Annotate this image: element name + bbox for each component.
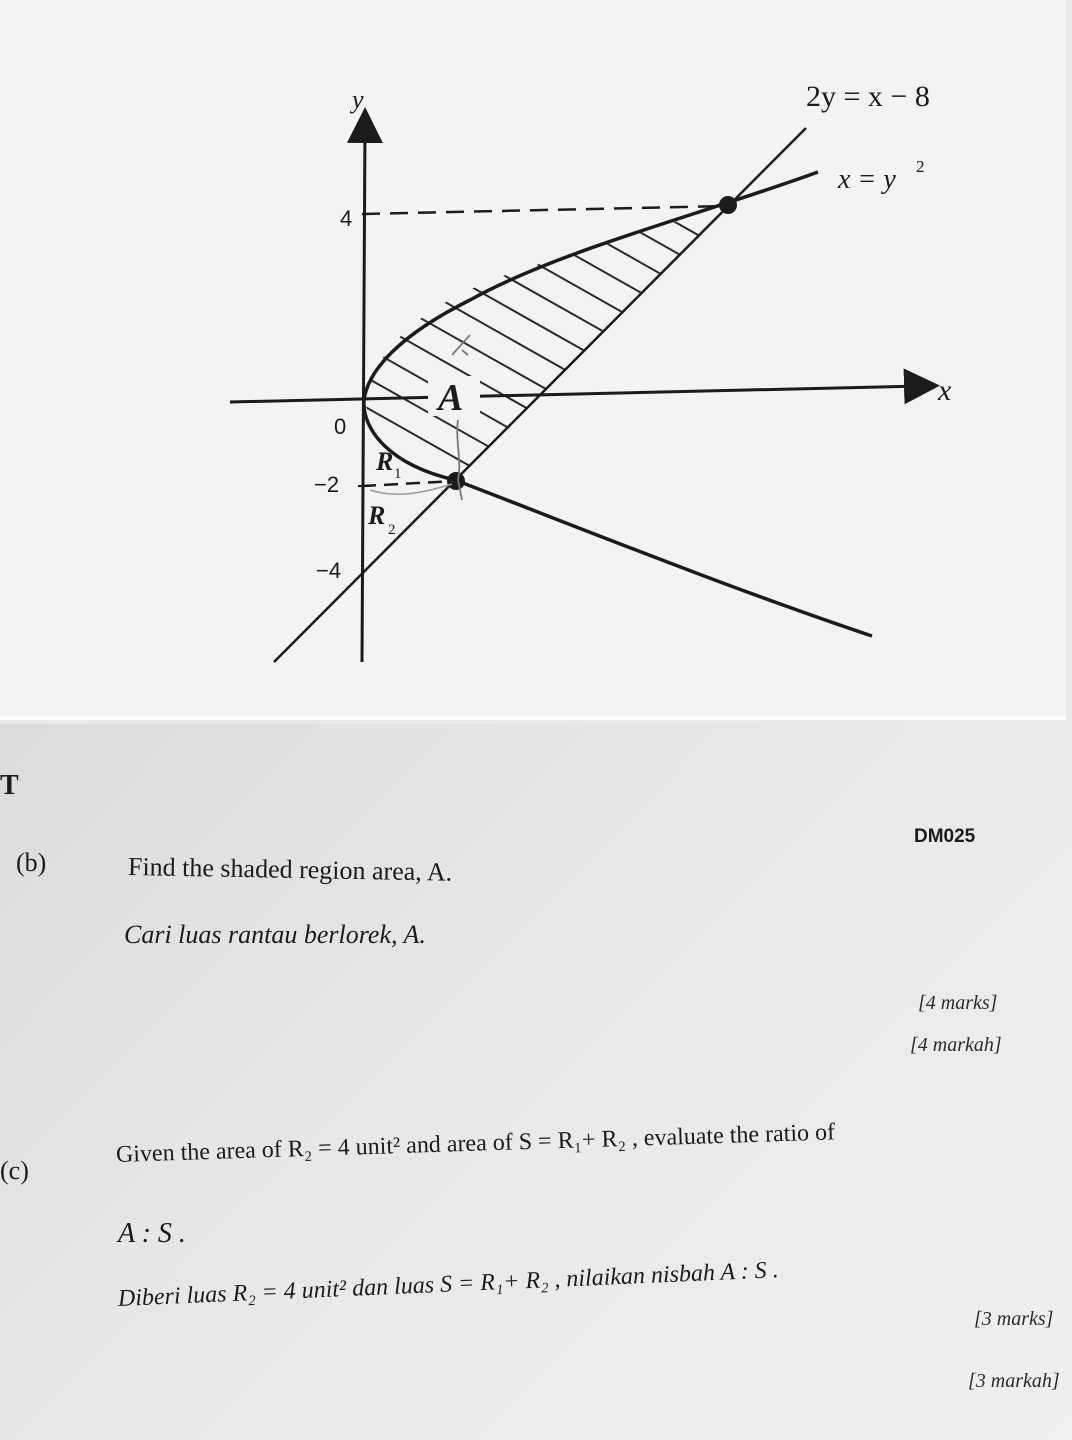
dashed-line-ym2 xyxy=(362,481,455,486)
tick-label-4: 4 xyxy=(340,206,353,231)
region-r1-label: R xyxy=(376,447,394,476)
y-axis-label: y xyxy=(352,85,364,114)
part-c-question-ms: Diberi luas R₂ = 4 unit² dan luas S = R₁+ R₂ , nilaikan nisbah A : S . xyxy=(117,1257,780,1312)
part-c-question-en: Given the area of R₂ = 4 unit² and area of S = R₁+ R₂ , evaluate the ratio of xyxy=(115,1119,836,1168)
part-c-marks-ms: [3 markah] xyxy=(968,1370,1060,1392)
line-equation-label: 2y = x − 8 xyxy=(806,80,930,113)
region-r2-subscript: 2 xyxy=(388,522,396,538)
part-b-marks-en: [4 marks] xyxy=(918,992,998,1014)
part-c-marks-en: [3 marks] xyxy=(974,1308,1054,1330)
part-b-label: (b) xyxy=(16,848,47,877)
part-b-question-en: Find the shaded region area, A. xyxy=(127,852,453,887)
graph-figure xyxy=(0,0,1066,720)
tick-label-neg4: −4 xyxy=(316,558,342,583)
hatch-pattern xyxy=(300,10,760,630)
part-c-label: (c) xyxy=(0,1156,29,1185)
part-b-marks-ms: [4 markah] xyxy=(910,1034,1002,1056)
pencil-curve xyxy=(370,484,452,494)
part-b-question-ms: Cari luas rantau berlorek, A. xyxy=(124,920,426,949)
x-axis xyxy=(230,386,922,402)
region-a-label: A xyxy=(438,377,464,419)
region-r2-label: R xyxy=(368,501,386,530)
tick-label-neg2: −2 xyxy=(314,472,340,497)
parabola-equation-label: x = y xyxy=(838,164,896,195)
question-page xyxy=(0,724,1072,1440)
graph-svg xyxy=(0,0,1066,716)
part-c-question-en-cont: A : S . xyxy=(118,1218,186,1249)
corner-mark: T xyxy=(0,770,19,801)
intersection-point-upper xyxy=(719,196,737,214)
dashed-line-y4 xyxy=(362,206,728,214)
x-axis-label: x xyxy=(938,374,952,407)
tick-label-0: 0 xyxy=(334,414,347,439)
course-code: DM025 xyxy=(914,826,976,847)
region-r1-subscript: 1 xyxy=(394,466,402,482)
intersection-point-lower xyxy=(447,472,465,490)
parabola-exponent: 2 xyxy=(916,157,925,176)
